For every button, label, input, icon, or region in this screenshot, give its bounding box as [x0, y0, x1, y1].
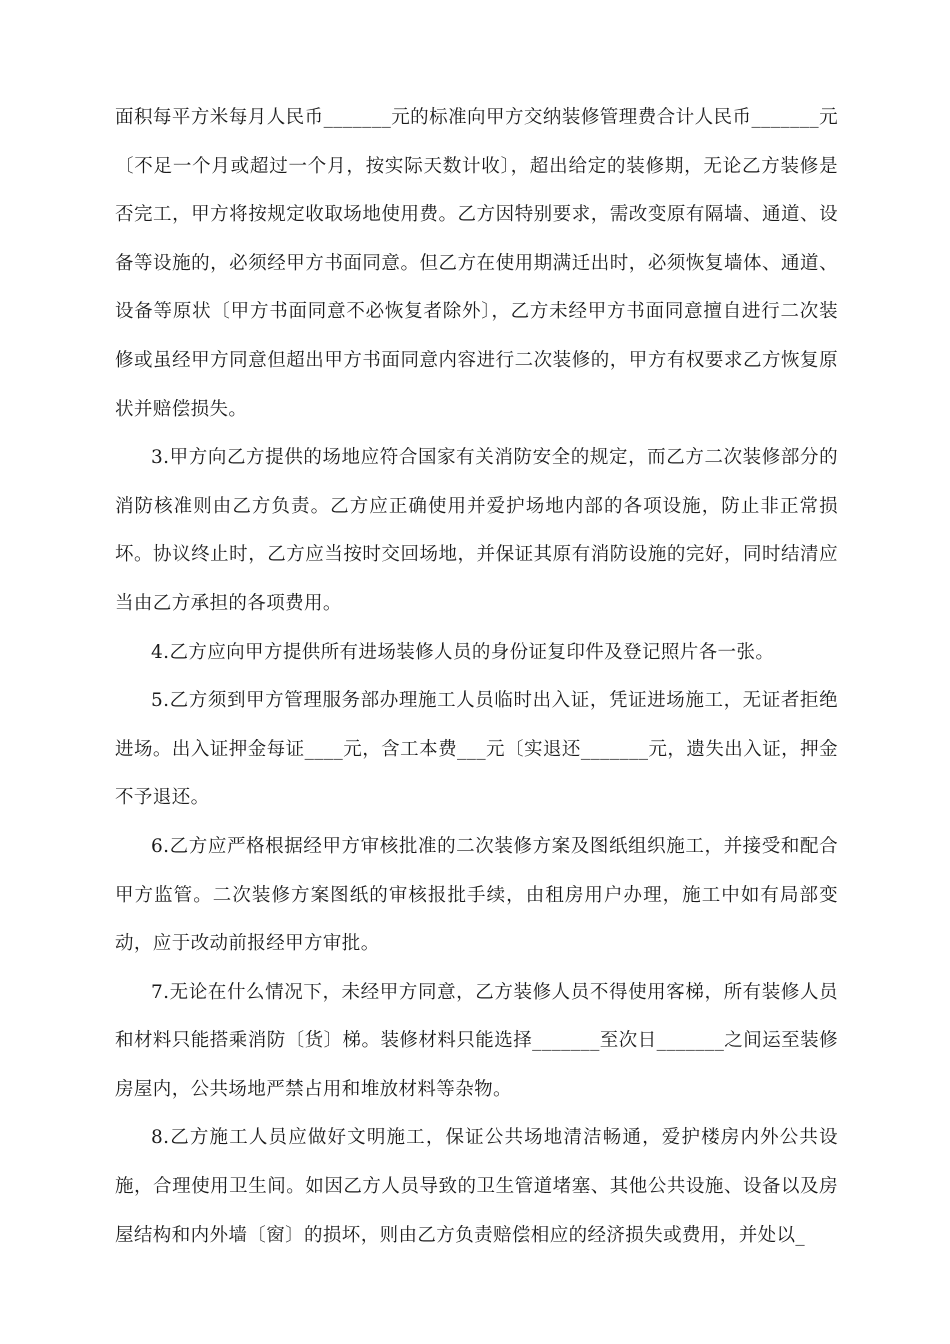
paragraph-continued-fees: 面积每平方米每月人民币_______元的标准向甲方交纳装修管理费合计人民币_______元〔不足一个月或超过一个月，按实际天数计收〕，超出给定的装修期，无论乙方装修是否完工，甲方将按规定收取场地使用费。乙方因特别要求，需改变原有隔墙、通道、设备等设施的，必须经甲方书面同意。但乙方在使用期满迁出时，必须恢复墙体、通道、设备等原状〔甲方书面同意不必恢复者除外〕，乙方未经甲方书面同意擅自进行二次装修或虽经甲方同意但超出甲方书面同意内容进行二次装修的，甲方有权要求乙方恢复原状并赔偿损失。 — [115, 107, 838, 420]
paragraph-clause-8: 8.乙方施工人员应做好文明施工，保证公共场地清洁畅通，爱护楼房内外公共设施，合理使用卫生间。如因乙方人员导致的卫生管道堵塞、其他公共设施、设备以及房屋结构和内外墙〔窗〕的损坏，则由乙方负责赔偿相应的经济损失或费用，并处以_ — [115, 1127, 838, 1246]
paragraph-clause-5: 5.乙方须到甲方管理服务部办理施工人员临时出入证，凭证进场施工，无证者拒绝进场。出入证押金每证____元，含工本费___元〔实退还_______元，遗失出入证，押金不予退还。 — [115, 690, 838, 809]
paragraph-clause-4: 4.乙方应向甲方提供所有进场装修人员的身份证复印件及登记照片各一张。 — [151, 641, 775, 663]
paragraph-clause-7: 7.无论在什么情况下，未经甲方同意，乙方装修人员不得使用客梯，所有装修人员和材料只能搭乘消防〔货〕梯。装修材料只能选择_______至次日_______之间运至装修房屋内，公共场地严禁占用和堆放材料等杂物。 — [115, 981, 838, 1100]
paragraph-clause-6: 6.乙方应严格根据经甲方审核批准的二次装修方案及图纸组织施工，并接受和配合甲方监管。二次装修方案图纸的审核报批手续，由租房用户办理，施工中如有局部变动，应于改动前报经甲方审批。 — [115, 835, 838, 955]
paragraph-clause-3: 3.甲方向乙方提供的场地应符合国家有关消防安全的规定，而乙方二次装修部分的消防核准则由乙方负责。乙方应正确使用并爱护场地内部的各项设施，防止非正常损坏。协议终止时，乙方应当按时交回场地，并保证其原有消防设施的完好，同时结清应当由乙方承担的各项费用。 — [115, 447, 838, 614]
